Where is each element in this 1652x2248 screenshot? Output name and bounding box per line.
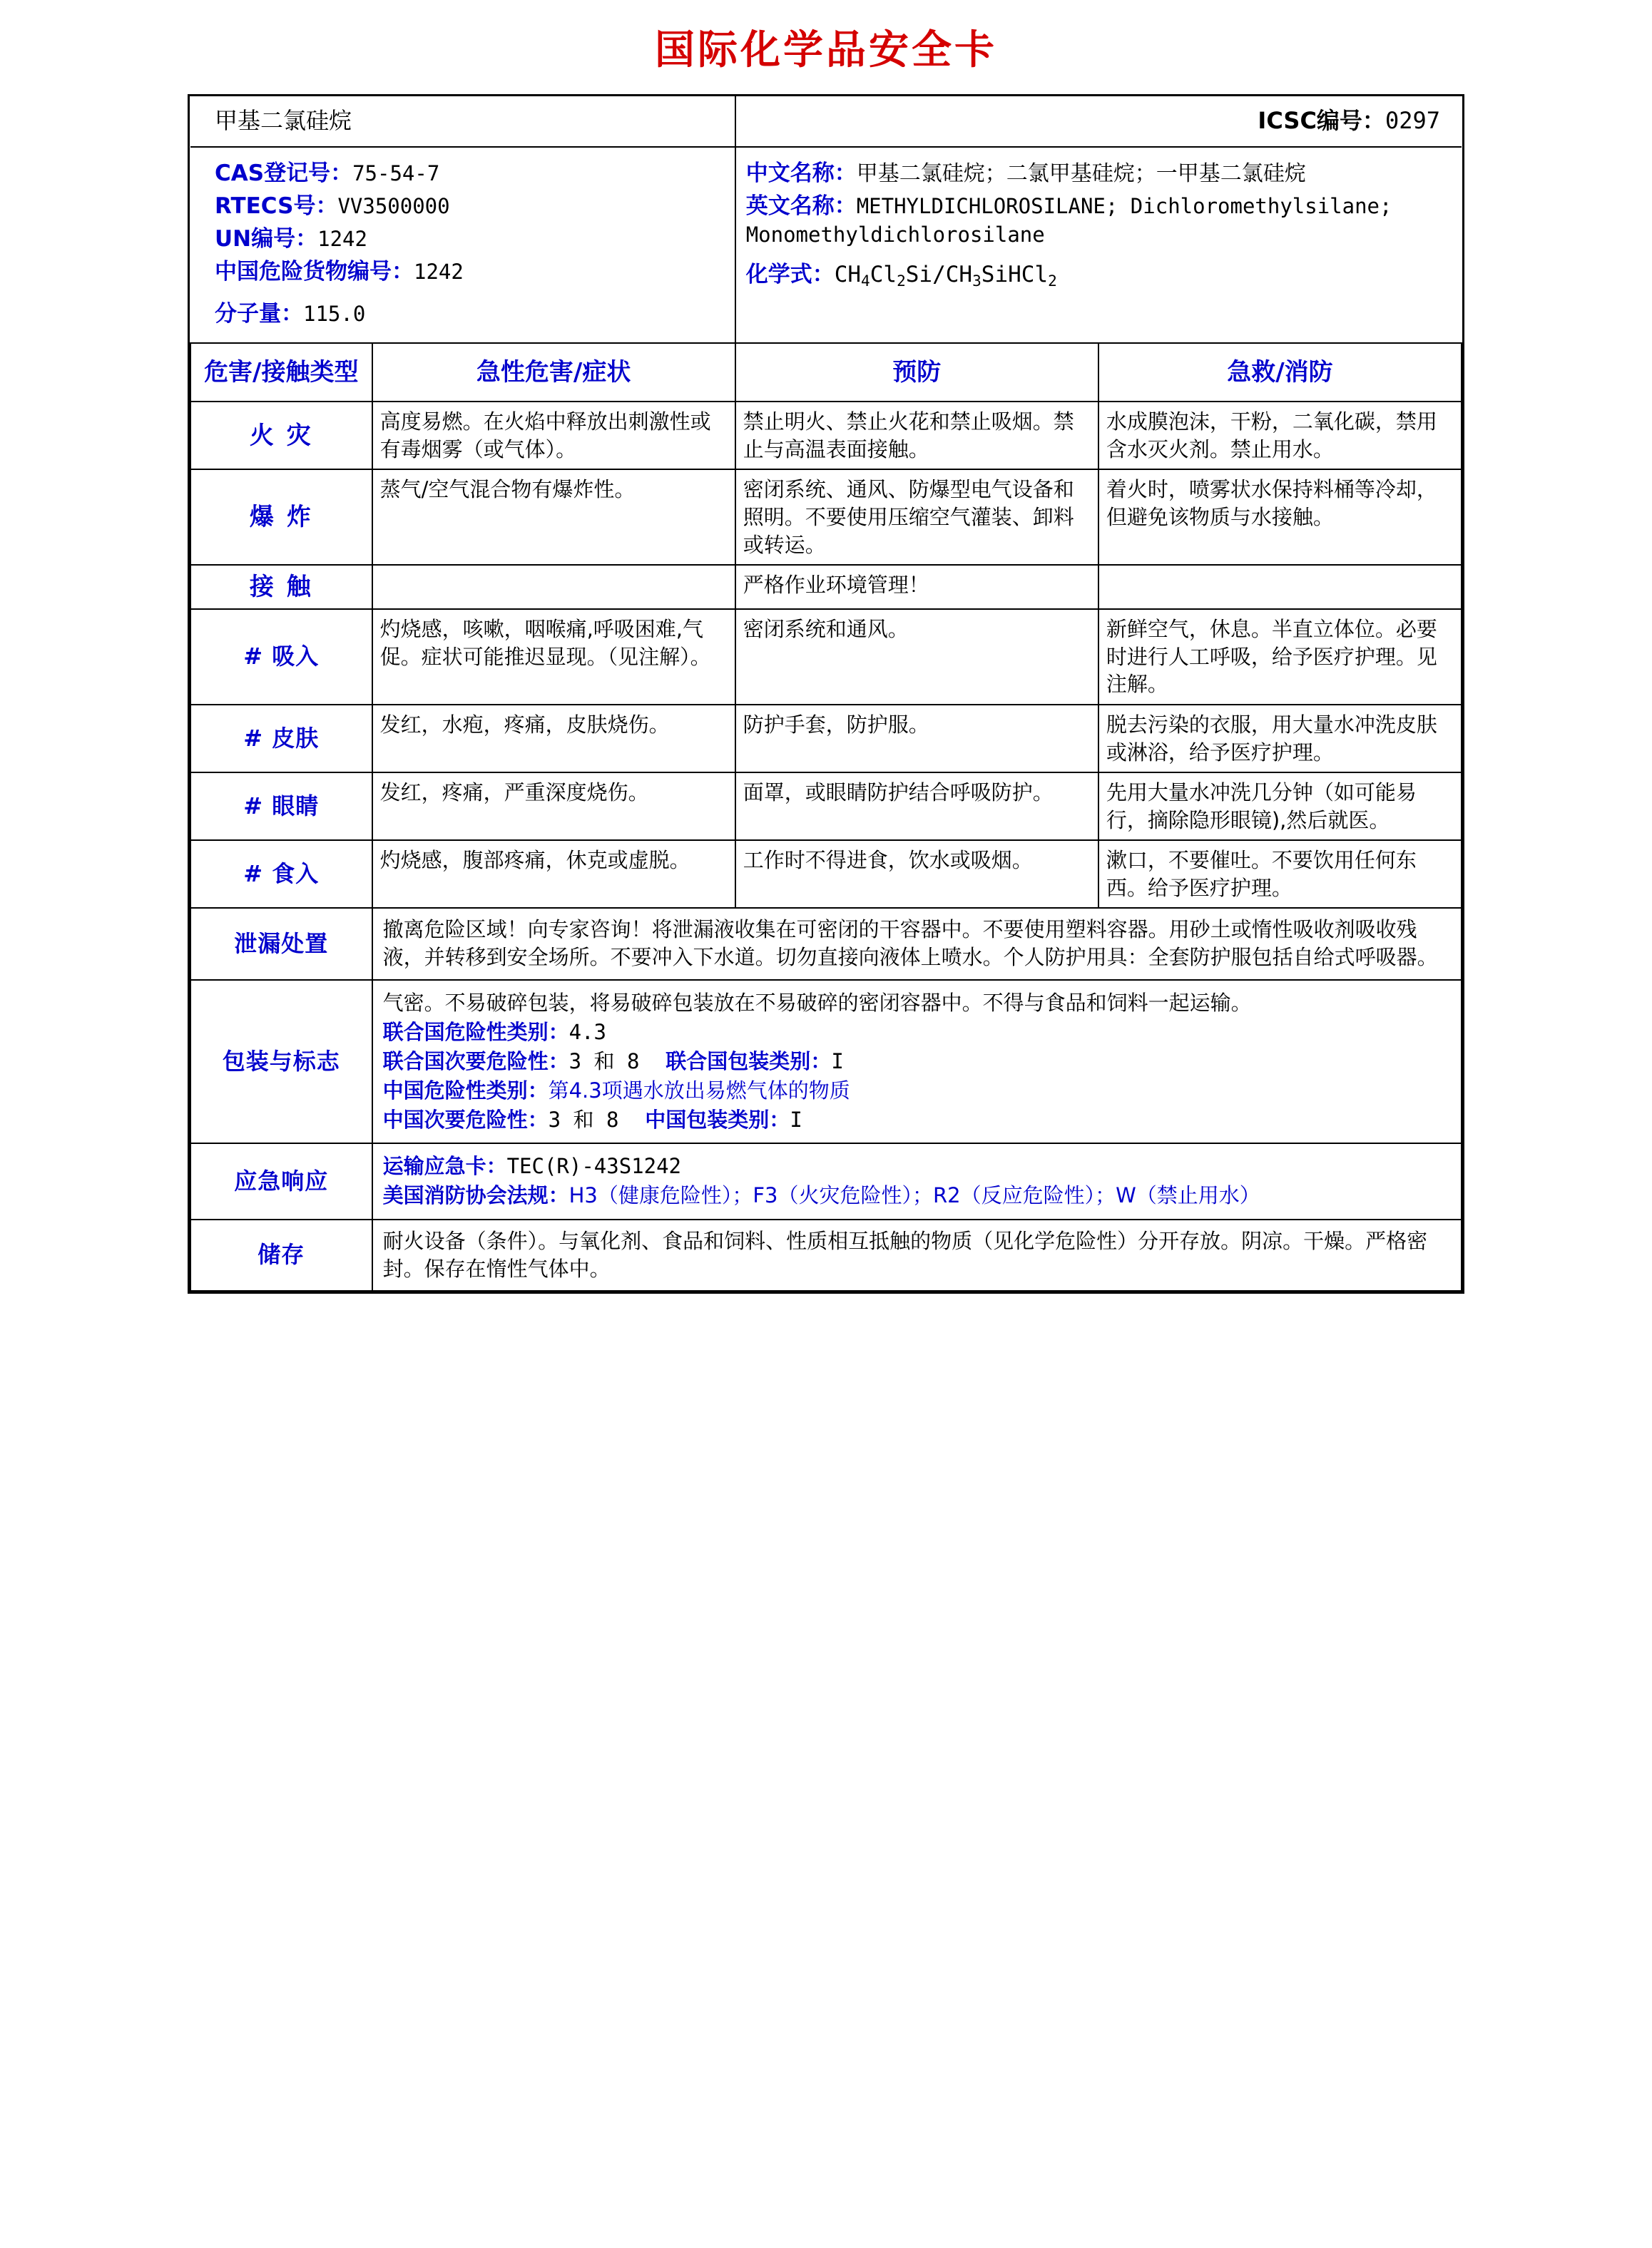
- icsc-number-cell: [735, 96, 1462, 147]
- cn-packgroup-label: 中国包装类别：: [645, 1108, 790, 1133]
- row-label-skin: # 皮肤: [190, 705, 372, 772]
- row-label-emergency: 应急响应: [190, 1143, 372, 1219]
- row-label-explosion: 爆 炸: [190, 469, 372, 565]
- header-firstaid: 急救/消防: [1098, 343, 1462, 402]
- row-label-exposure: 接 触: [190, 565, 372, 609]
- packaging-text: 气密。不易破碎包装，将易破碎包装放在不易破碎的密闭容器中。不得与食品和饲料一起运输。: [382, 990, 1252, 1015]
- row-label-inhalation: # 吸入: [190, 609, 372, 705]
- header-prevention: 预防: [735, 343, 1098, 402]
- en-name-value: METHYLDICHLOROSILANE; Dichloromethylsilane; Monomethyldichlorosilane: [745, 193, 1392, 247]
- storage-row: [190, 1220, 1462, 1291]
- exposure-firstaid: [1098, 565, 1462, 609]
- en-name-line: [746, 192, 1440, 250]
- emergency-cell: [372, 1143, 1462, 1219]
- header-row: [190, 96, 1462, 147]
- row-label-ingestion: # 食入: [190, 840, 372, 908]
- identifier-right: [735, 147, 1462, 343]
- un-line: [215, 225, 725, 253]
- table-row: [190, 402, 1462, 469]
- ingestion-symptoms: 灼烧感，腹部疼痛，休克或虚脱。: [372, 840, 735, 908]
- matrix-header-row: [190, 343, 1462, 402]
- cn-dangerous-value: 1242: [414, 260, 464, 285]
- cn-dangerous-label: 中国危险货物编号：: [215, 259, 414, 285]
- identifier-left: [190, 147, 735, 343]
- inhalation-symptoms: 灼烧感，咳嗽，咽喉痛,呼吸困难,气促。症状可能推迟显现。（见注解）。: [372, 609, 735, 705]
- rtecs-label: RTECS号：: [215, 193, 338, 219]
- emergency-line-2: [383, 1182, 1451, 1210]
- cas-line: [215, 159, 725, 188]
- tec-label: 运输应急卡：: [382, 1154, 507, 1179]
- table-row: [190, 840, 1462, 908]
- un-label: UN编号：: [215, 226, 318, 252]
- un-packgroup-value: I: [831, 1048, 844, 1073]
- explosion-prevention: 密闭系统、通风、防爆型电气设备和照明。不要使用压缩空气灌装、卸料或转运。: [735, 469, 1098, 565]
- cn-name-value: 甲基二氯硅烷；二氯甲基硅烷；一甲基二氯硅烷: [856, 160, 1306, 186]
- icsc-card: [188, 94, 1464, 1294]
- emergency-row: [190, 1143, 1462, 1219]
- emergency-line-1: [383, 1153, 1451, 1180]
- cn-name-label: 中文名称：: [745, 160, 857, 186]
- packaging-row: [190, 980, 1462, 1144]
- un-subrisk-label: 联合国次要危险性：: [382, 1048, 569, 1073]
- un-packgroup-label: 联合国包装类别：: [666, 1048, 832, 1073]
- header-symptoms: 急性危害/症状: [372, 343, 735, 402]
- packaging-line-1: [383, 1018, 1451, 1046]
- fire-firstaid: 水成膜泡沫，干粉，二氧化碳，禁用含水灭火剂。禁止用水。: [1098, 402, 1462, 469]
- inhalation-firstaid: 新鲜空气，休息。半直立体位。必要时进行人工呼吸，给予医疗护理。见注解。: [1098, 609, 1462, 705]
- mw-line: [215, 300, 725, 328]
- cn-class-value: 第4.3项遇水放出易燃气体的物质: [548, 1078, 850, 1103]
- cn-packgroup-value: I: [790, 1108, 802, 1133]
- explosion-symptoms: 蒸气/空气混合物有爆炸性。: [372, 469, 735, 565]
- substance-name: 甲基二氯硅烷: [190, 96, 735, 147]
- cas-label: CAS登记号：: [215, 160, 353, 186]
- page: [0, 19, 1652, 1294]
- row-label-fire: 火 灾: [190, 402, 372, 469]
- en-name-label: 英文名称：: [745, 193, 857, 219]
- un-class-label: 联合国危险性类别：: [382, 1019, 569, 1044]
- un-class-value: 4.3: [568, 1019, 606, 1044]
- cn-dangerous-line: [215, 257, 725, 286]
- formula-value: $CH_4Cl_2Si/CH_3SiHCl_2$: [834, 262, 1057, 290]
- table-row: [190, 609, 1462, 705]
- nfpa-label: 美国消防协会法规：: [382, 1183, 569, 1208]
- fire-prevention: 禁止明火、禁止火花和禁止吸烟。禁止与高温表面接触。: [735, 402, 1098, 469]
- packaging-line-3: [383, 1077, 1451, 1105]
- formula-line: [746, 260, 1440, 290]
- header-hazard-type: 危害/接触类型: [190, 343, 372, 402]
- skin-prevention: 防护手套，防护服。: [735, 705, 1098, 772]
- un-subrisk-value: 3 和 8: [568, 1048, 640, 1073]
- eyes-symptoms: 发红，疼痛，严重深度烧伤。: [372, 772, 735, 840]
- icsc-table: [190, 96, 1462, 1292]
- cn-name-line: [746, 159, 1440, 188]
- packaging-line-4: [383, 1106, 1451, 1134]
- packaging-cell: [372, 980, 1462, 1144]
- rtecs-line: [215, 192, 725, 220]
- storage-text: 耐火设备（条件）。与氧化剂、食品和饲料、性质相互抵触的物质（见化学危险性）分开存放。阴凉。干燥。严格密封。保存在惰性气体中。: [372, 1220, 1462, 1291]
- skin-symptoms: 发红，水疱，疼痛，皮肤烧伤。: [372, 705, 735, 772]
- ingestion-prevention: 工作时不得进食，饮水或吸烟。: [735, 840, 1098, 908]
- row-label-spill: 泄漏处置: [190, 908, 372, 979]
- identifier-row: [190, 147, 1462, 343]
- row-label-packaging: 包装与标志: [190, 980, 372, 1144]
- nfpa-value: H3（健康危险性）；F3（火灾危险性）；R2（反应危险性）；W（禁止用水）: [568, 1183, 1260, 1208]
- icsc-number: 0297: [1385, 107, 1440, 134]
- icsc-label: ICSC编号：: [1258, 107, 1385, 134]
- formula-label: 化学式：: [745, 262, 835, 288]
- spill-row: [190, 908, 1462, 979]
- cn-class-label: 中国危险性类别：: [382, 1078, 549, 1103]
- rtecs-value: VV3500000: [337, 193, 450, 218]
- explosion-firstaid: 着火时，喷雾状水保持料桶等冷却，但避免该物质与水接触。: [1098, 469, 1462, 565]
- exposure-prevention: 严格作业环境管理！: [735, 565, 1098, 609]
- ingestion-firstaid: 漱口，不要催吐。不要饮用任何东西。给予医疗护理。: [1098, 840, 1462, 908]
- skin-firstaid: 脱去污染的衣服，用大量水冲洗皮肤或淋浴，给予医疗护理。: [1098, 705, 1462, 772]
- cn-subrisk-value: 3 和 8: [548, 1108, 619, 1133]
- inhalation-prevention: 密闭系统和通风。: [735, 609, 1098, 705]
- un-value: 1242: [317, 227, 367, 252]
- row-label-storage: 储存: [190, 1220, 372, 1291]
- table-row: [190, 469, 1462, 565]
- eyes-firstaid: 先用大量水冲洗几分钟（如可能易行，摘除隐形眼镜),然后就医。: [1098, 772, 1462, 840]
- cn-subrisk-label: 中国次要危险性：: [382, 1108, 549, 1133]
- cas-value: 75-54-7: [352, 160, 440, 185]
- exposure-symptoms: [372, 565, 735, 609]
- spill-text: 撤离危险区域！向专家咨询！将泄漏液收集在可密闭的干容器中。不要使用塑料容器。用砂土或惰性吸收剂吸收残液，并转移到安全场所。不要冲入下水道。切勿直接向液体上喷水。个人防护用具：全套防护服包括自给式呼吸器。: [372, 908, 1462, 979]
- table-row: [190, 565, 1462, 609]
- row-label-eyes: # 眼睛: [190, 772, 372, 840]
- mw-value: 115.0: [303, 301, 366, 326]
- mw-label: 分子量：: [215, 300, 303, 327]
- page-title: 国际化学品安全卡: [655, 27, 997, 73]
- table-row: [190, 772, 1462, 840]
- table-row: [190, 705, 1462, 772]
- eyes-prevention: 面罩，或眼睛防护结合呼吸防护。: [735, 772, 1098, 840]
- packaging-line-2: [383, 1048, 1451, 1076]
- tec-value: TEC(R)-43S1242: [506, 1154, 682, 1179]
- fire-symptoms: 高度易燃。在火焰中释放出刺激性或有毒烟雾（或气体）。: [372, 402, 735, 469]
